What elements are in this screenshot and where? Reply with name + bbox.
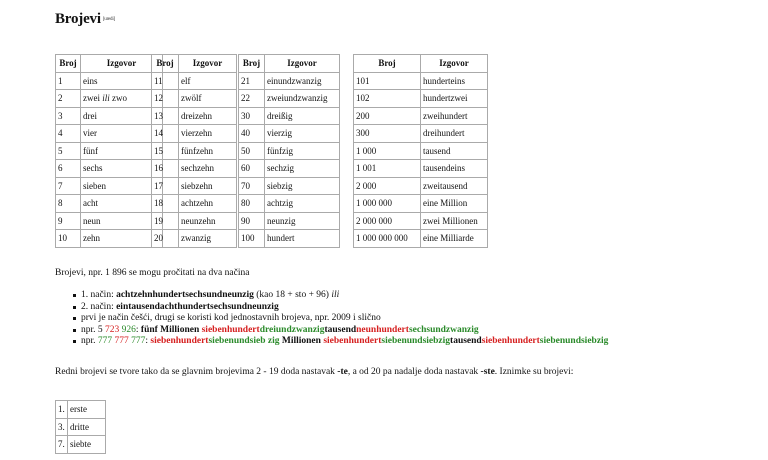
title-text: Brojevi <box>55 11 101 27</box>
num-cell: 1 000 000 <box>354 195 421 213</box>
num-cell: 9 <box>56 212 81 230</box>
num-cell: 22 <box>239 90 265 108</box>
numbers-table-1 <box>55 54 163 248</box>
table-row <box>354 195 488 213</box>
pron-cell: eins <box>81 72 163 90</box>
pron-cell: zweihundert <box>421 107 488 125</box>
pron-cell: sechzehn <box>179 160 237 178</box>
num-cell: 16 <box>152 160 179 178</box>
pron-cell: fünfzehn <box>179 142 237 160</box>
pron-cell: drei <box>81 107 163 125</box>
pron-cell: siebzehn <box>179 177 237 195</box>
table-row <box>152 125 237 143</box>
num-cell: 17 <box>152 177 179 195</box>
table-row <box>354 160 488 178</box>
table-row <box>152 212 237 230</box>
table-row <box>56 195 163 213</box>
page-title <box>55 11 115 28</box>
table-row <box>239 107 340 125</box>
pron-cell: tausend <box>421 142 488 160</box>
num-cell: 21 <box>239 72 265 90</box>
col-header-izgovor: Izgovor <box>81 55 163 73</box>
num-cell: 2 <box>56 90 81 108</box>
pron-cell: eine Milliarde <box>421 230 488 248</box>
pron-cell: hunderteins <box>421 72 488 90</box>
table-row <box>239 72 340 90</box>
num-cell: 13 <box>152 107 179 125</box>
num-cell: 1. <box>56 401 68 419</box>
pron-cell: einundzwanzig <box>265 72 340 90</box>
pron-cell: zweiundzwanzig <box>265 90 340 108</box>
ordinal-cell: erste <box>68 401 106 419</box>
num-cell: 2 000 <box>354 177 421 195</box>
pron-cell: zwanzig <box>179 230 237 248</box>
list-item: prvi je način češći, drugi se koristi kod jednostavnih brojeva, npr. 2009 i slično <box>81 313 608 325</box>
table-row <box>239 142 340 160</box>
num-cell: 102 <box>354 90 421 108</box>
examples-list <box>55 290 608 348</box>
table-row <box>152 195 237 213</box>
num-cell: 3 <box>56 107 81 125</box>
list-item: 1. način: achtzehnhundertsechsundneunzig (kao 18 + sto + 96) ili <box>81 290 608 302</box>
table-row <box>152 90 237 108</box>
num-cell: 7. <box>56 436 68 454</box>
num-cell: 12 <box>152 90 179 108</box>
num-cell: 11 <box>152 72 179 90</box>
table-row <box>239 160 340 178</box>
num-cell: 30 <box>239 107 265 125</box>
ordinal-exceptions-table <box>55 400 106 454</box>
pron-cell: vierzehn <box>179 125 237 143</box>
num-cell: 50 <box>239 142 265 160</box>
table-row <box>56 160 163 178</box>
numbers-table-4 <box>353 54 488 248</box>
num-cell: 200 <box>354 107 421 125</box>
num-cell: 1 000 <box>354 142 421 160</box>
pron-part: zwo <box>109 93 128 104</box>
ordinal-cell: siebte <box>68 436 106 454</box>
table-row <box>56 72 163 90</box>
table-row <box>56 212 163 230</box>
table-row <box>152 107 237 125</box>
col-header-izgovor: Izgovor <box>421 55 488 73</box>
table-row <box>56 418 106 436</box>
table-row <box>239 90 340 108</box>
num-cell: 2 000 000 <box>354 212 421 230</box>
table-row <box>56 177 163 195</box>
pron-cell: elf <box>179 72 237 90</box>
col-header-broj: Broj <box>56 55 81 73</box>
table-row <box>239 125 340 143</box>
num-cell: 7 <box>56 177 81 195</box>
num-cell: 60 <box>239 160 265 178</box>
table-row <box>152 142 237 160</box>
num-cell: 100 <box>239 230 265 248</box>
pron-cell: achtzig <box>265 195 340 213</box>
pron-cell: fünfzig <box>265 142 340 160</box>
list-item: npr. 5 723 926: fünf Millionen siebenhundertdreiundzwanzigtausendneunhundertsechsundzwanzig <box>81 325 608 337</box>
numbers-table-2 <box>151 54 237 248</box>
pron-cell: hundert <box>265 230 340 248</box>
table-row <box>56 90 163 108</box>
pron-cell: eine Million <box>421 195 488 213</box>
table-row <box>354 230 488 248</box>
intro-paragraph: Brojevi, npr. 1 896 se mogu pročitati na dva načina <box>55 268 250 278</box>
num-cell: 20 <box>152 230 179 248</box>
pron-cell: dreizehn <box>179 107 237 125</box>
table-row <box>56 107 163 125</box>
table-row <box>152 72 237 90</box>
pron-part: zwei <box>83 93 103 104</box>
col-header-izgovor: Izgovor <box>265 55 340 73</box>
pron-cell: sieben <box>81 177 163 195</box>
table-row <box>354 142 488 160</box>
num-cell: 5 <box>56 142 81 160</box>
num-cell: 300 <box>354 125 421 143</box>
table-row <box>152 230 237 248</box>
ordinal-cell: dritte <box>68 418 106 436</box>
pron-cell: fünf <box>81 142 163 160</box>
edit-link[interactable]: [uredi] <box>102 17 116 23</box>
col-header-izgovor: Izgovor <box>179 55 237 73</box>
col-header-broj: Broj <box>152 55 179 73</box>
pron-cell: sechs <box>81 160 163 178</box>
table-row <box>354 90 488 108</box>
num-cell: 6 <box>56 160 81 178</box>
numbers-table-3 <box>238 54 340 248</box>
pron-cell: vier <box>81 125 163 143</box>
table-row <box>239 212 340 230</box>
ordinal-paragraph: Redni brojevi se tvore tako da se glavnim brojevima 2 - 19 doda nastavak -te, a od 20 pa nadalje doda nastavak -ste. Iznimke su brojevi: <box>55 367 574 377</box>
pron-cell: zwei Millionen <box>421 212 488 230</box>
pron-cell: siebzig <box>265 177 340 195</box>
table-row <box>56 401 106 419</box>
pron-cell: neunzig <box>265 212 340 230</box>
table-row <box>354 72 488 90</box>
num-cell: 1 001 <box>354 160 421 178</box>
table-row <box>56 142 163 160</box>
pron-cell: neun <box>81 212 163 230</box>
num-cell: 18 <box>152 195 179 213</box>
table-row <box>239 230 340 248</box>
col-header-broj: Broj <box>354 55 421 73</box>
table-row <box>152 160 237 178</box>
pron-cell: tausendeins <box>421 160 488 178</box>
pron-cell: dreihundert <box>421 125 488 143</box>
pron-cell: dreißig <box>265 107 340 125</box>
num-cell: 15 <box>152 142 179 160</box>
pron-cell: sechzig <box>265 160 340 178</box>
num-cell: 1 000 000 000 <box>354 230 421 248</box>
table-row <box>354 177 488 195</box>
num-cell: 19 <box>152 212 179 230</box>
num-cell: 4 <box>56 125 81 143</box>
pron-cell: acht <box>81 195 163 213</box>
pron-cell: achtzehn <box>179 195 237 213</box>
list-item: npr. 777 777 777: siebenhundertsiebenundsieb zig Millionen siebenhundertsiebenundsiebzigtausendsiebenhundertsiebenundsiebzig <box>81 336 609 346</box>
table-row <box>56 125 163 143</box>
table-row <box>56 436 106 454</box>
table-row <box>354 107 488 125</box>
table-row <box>152 177 237 195</box>
num-cell: 40 <box>239 125 265 143</box>
table-row <box>56 230 163 248</box>
table-row <box>354 125 488 143</box>
num-cell: 101 <box>354 72 421 90</box>
num-cell: 3. <box>56 418 68 436</box>
num-cell: 70 <box>239 177 265 195</box>
list-item: 2. način: eintausendachthundertsechsundneunzig <box>81 302 608 314</box>
num-cell: 8 <box>56 195 81 213</box>
num-cell: 80 <box>239 195 265 213</box>
num-cell: 90 <box>239 212 265 230</box>
num-cell: 10 <box>56 230 81 248</box>
table-row <box>354 212 488 230</box>
pron-cell: zehn <box>81 230 163 248</box>
col-header-broj: Broj <box>239 55 265 73</box>
num-cell: 14 <box>152 125 179 143</box>
pron-cell: vierzig <box>265 125 340 143</box>
table-row <box>239 177 340 195</box>
pron-cell: neunzehn <box>179 212 237 230</box>
pron-cell: hundertzwei <box>421 90 488 108</box>
num-cell: 1 <box>56 72 81 90</box>
pron-cell: zwölf <box>179 90 237 108</box>
pron-cell: zweitausend <box>421 177 488 195</box>
pron-ili: ili <box>102 93 110 104</box>
table-row <box>239 195 340 213</box>
